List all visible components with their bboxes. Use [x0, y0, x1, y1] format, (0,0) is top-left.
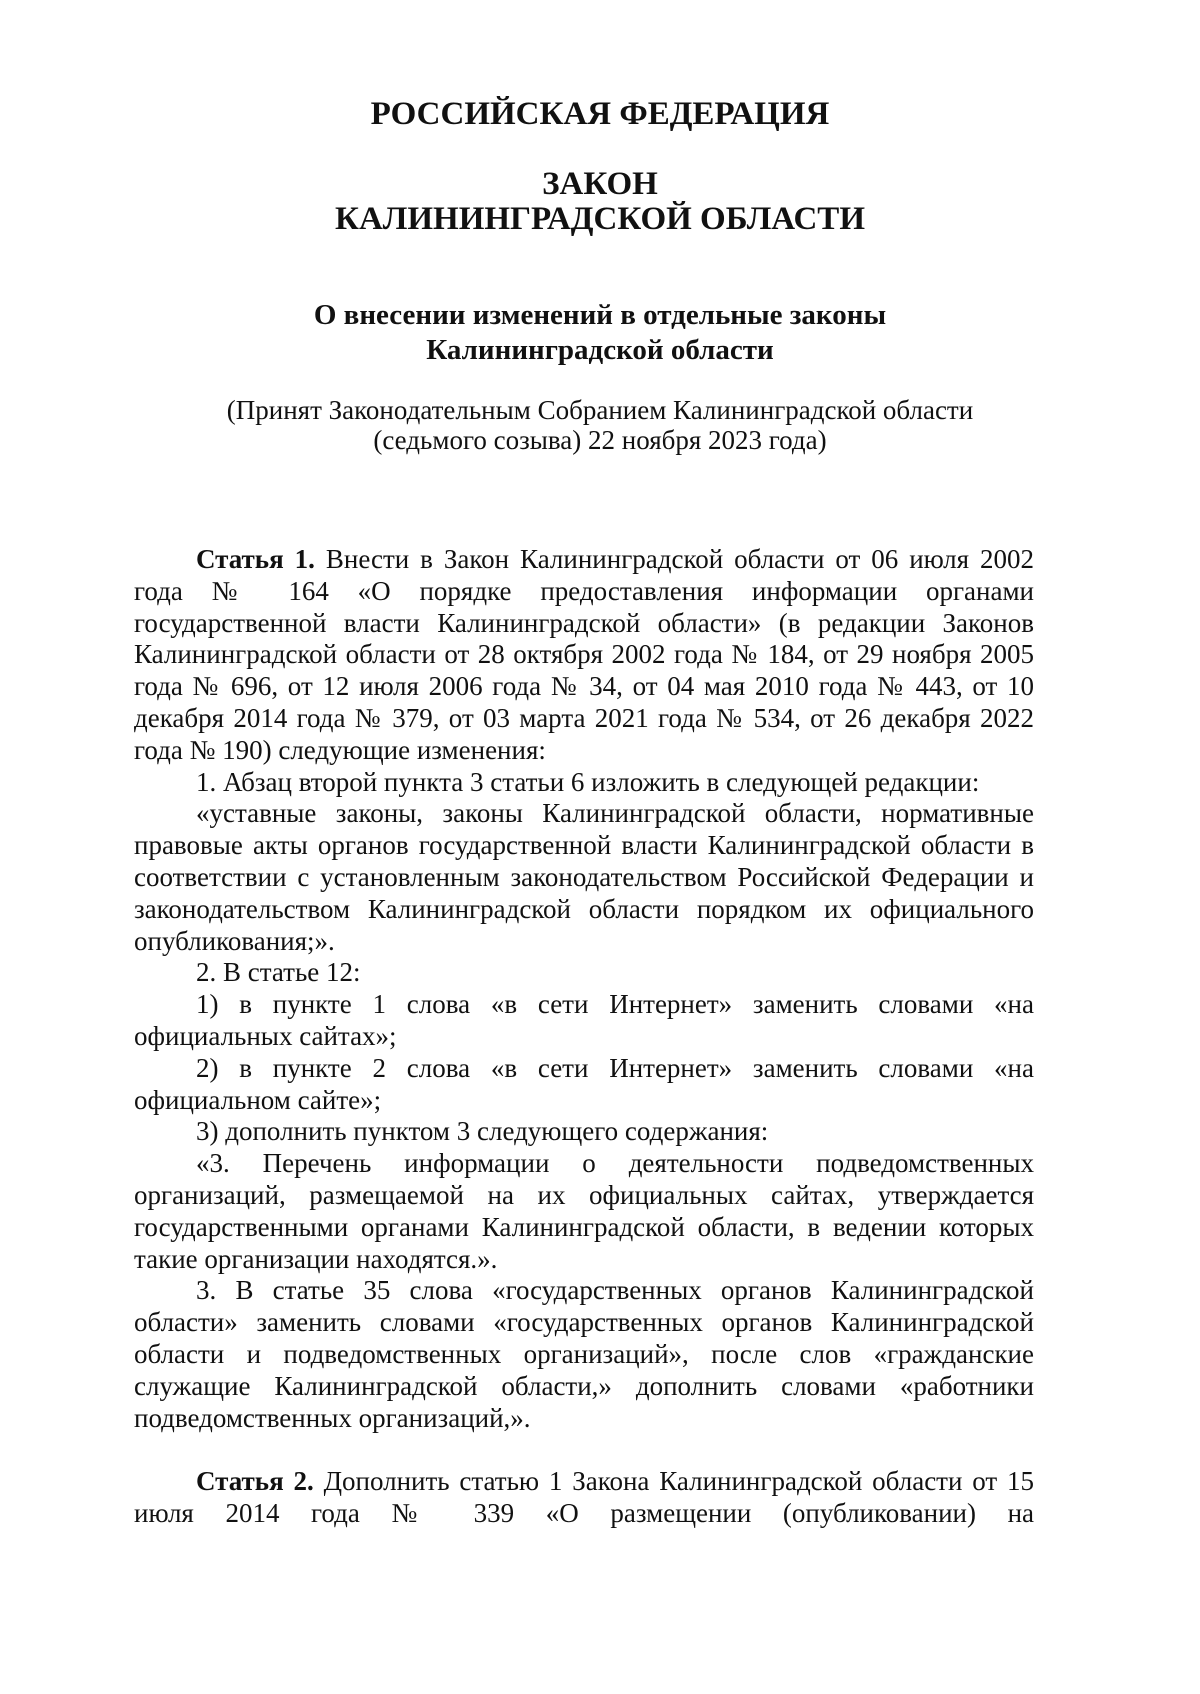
article1-item2: 2. В статье 12:: [196, 957, 361, 988]
adoption-note-line1: (Принят Законодательным Собранием Калининградской области: [226, 395, 974, 425]
article1-item2-sub3: 3) дополнить пунктом 3 следующего содержания:: [196, 1116, 769, 1147]
article2-intro: Дополнить статью 1 Закона Калининградской области от 15 июля 2014 года № 339 «О размещении (опубликовании) на: [134, 1466, 1035, 1529]
article-gap: [134, 1434, 1034, 1466]
article1-item2-sub2: 2) в пункте 2 слова «в сети Интернет» заменить словами «на официальном сайте»;: [134, 1052, 1034, 1115]
article2-heading: Статья 2.: [196, 1466, 314, 1497]
law-heading: ЗАКОН: [542, 166, 658, 202]
region-heading: КАЛИНИНГРАДСКОЙ ОБЛАСТИ: [335, 201, 865, 237]
article1-item1: 1. Абзац второй пункта 3 статьи 6 изложить в следующей редакции:: [196, 766, 980, 797]
adoption-note-line2: (седьмого созыва) 22 ноября 2023 года): [373, 425, 827, 455]
article1-item1-quote: «уставные законы, законы Калининградской области, нормативные правовые акты органов государственной власти Калининградской области в соответствии с установленным законодательством Российской Федерации и законодательством Калининградской области порядком их официального опубликования;».: [134, 798, 1034, 956]
law-title-line1: О внесении изменений в отдельные законы: [313, 299, 887, 331]
article1-paragraph: [134, 544, 1034, 767]
article1-intro: Внести в Закон Калининградской области от 06 июля 2002 года № 164 «О порядке предоставления информации органами государственной власти Калининградской области» (в редакции Законов Калининградской области от 28 октября 2002 года № 184, от 29 ноября 2005 года № 696, от 12 июля 2006 года № 34, от 04 мая 2010 года № 443, от 10 декабря 2014 года № 379, от 03 марта 2021 года № 534, от 26 декабря 2022 года № 190) следующие изменения:: [134, 544, 1035, 765]
article1-item3: 3. В статье 35 слова «государственных органов Калининградской области» заменить словами «государственных органов Калининградской области и подведомственных организаций», после слов «гражданские служащие Калининградской области,» дополнить словами «работники подведомственных организаций,».: [134, 1275, 1034, 1433]
article1-item2-sub1: 1) в пункте 1 слова «в сети Интернет» заменить словами «на официальных сайтах»;: [134, 989, 1034, 1051]
article2-paragraph: [134, 1466, 1034, 1530]
article1-item2-sub3-quote: «3. Перечень информации о деятельности подведомственных организаций, размещаемой на их официальных сайтах, утверждается государственными органами Калининградской области, в ведении которых такие организации находятся.».: [134, 1148, 1034, 1274]
law-title-line2: Калининградской области: [426, 334, 774, 366]
country-heading: РОССИЙСКАЯ ФЕДЕРАЦИЯ: [370, 96, 830, 132]
article1-heading: Статья 1.: [196, 544, 315, 574]
law-body: [134, 544, 1034, 1530]
